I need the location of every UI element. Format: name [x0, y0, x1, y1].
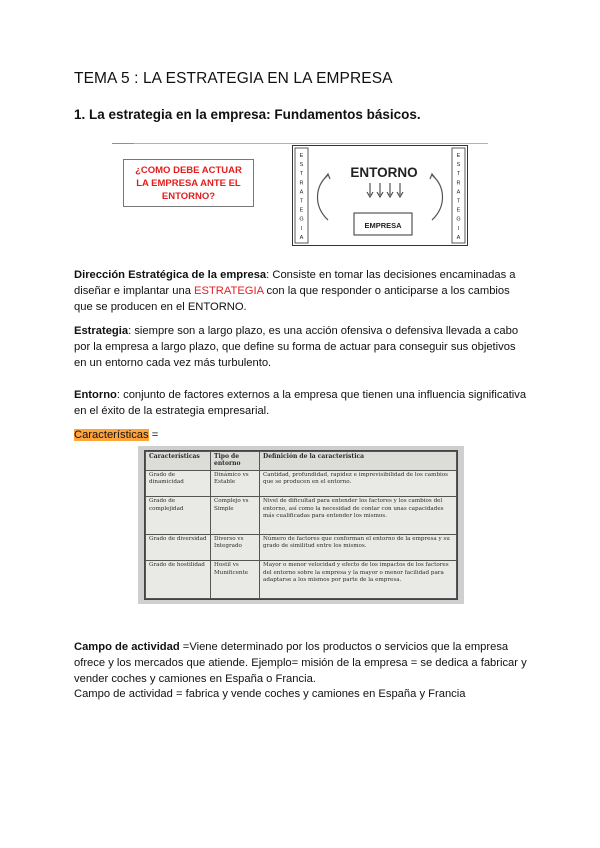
paragraph-entorno	[74, 388, 530, 420]
table-cell: Mayor o menor velocidad y efecto de los impactos de los factores del entorno sobre la empresa y la mayor o menor facilidad para adaptarse a los mismos por parte de la empresa.	[260, 561, 457, 599]
divider-accent	[112, 143, 134, 144]
paragraph-estrategia	[74, 324, 530, 371]
text-campo: =Viene determinado por los productos o servicios que la empresa ofrece y los mercados que atiende. Ejemplo= misión de la empresa = se dedica a fabricar y vender coches y camiones en España o Francia.	[74, 641, 527, 685]
term-campo: Campo de actividad	[74, 641, 180, 653]
divider-line	[134, 143, 488, 144]
strategy-diagram	[292, 145, 468, 246]
paragraph-caracteristicas	[74, 428, 530, 444]
term-estrategia: Estrategia	[74, 325, 129, 337]
text-campo-line2: Campo de actividad = fabrica y vende coches y camiones en España y Francia	[74, 688, 466, 701]
table-row	[146, 561, 457, 599]
side-letter: I	[300, 225, 303, 232]
page-title: TEMA 5 : LA ESTRATEGIA EN LA EMPRESA	[74, 70, 393, 87]
table-row	[146, 497, 457, 535]
table-header: Definición de la característica	[260, 452, 457, 471]
table-cell: Grado de dinamicidad	[146, 471, 211, 497]
table-cell: Diverso vs Integrado	[211, 534, 260, 560]
side-letter: G	[299, 216, 304, 223]
table-header: Tipo de entorno	[211, 452, 260, 471]
side-letter: E	[456, 207, 461, 214]
table-cell: Grado de hostilidad	[146, 561, 211, 599]
table-cell: Complejo vs Simple	[211, 497, 260, 535]
paragraph-direccion	[74, 268, 530, 315]
side-letter: T	[456, 198, 461, 205]
question-box	[123, 159, 254, 207]
side-letter: T	[299, 171, 304, 178]
text-entorno: : conjunto de factores externos a la empresa que tienen una influencia significativa en el éxito de la estrategia empresarial.	[74, 389, 527, 417]
table-cell: Nivel de dificultad para entender los factores y los cambios del entorno, así como la necesidad de contar con unas capacidades más cualificadas para entender los mismos.	[260, 497, 457, 535]
side-letter: S	[456, 162, 461, 169]
paragraph-campo	[74, 640, 530, 703]
table-cell: Número de factores que conforman el entorno de la empresa y su grado de similitud entre los mismos.	[260, 534, 457, 560]
characteristics-table	[145, 451, 457, 599]
table-cell: Cantidad, profundidad, rapidez e imprevisibilidad de los cambios que se producen en el entorno.	[260, 471, 457, 497]
side-letter: E	[299, 207, 304, 214]
characteristics-table-image	[138, 446, 464, 604]
table-header-row	[146, 452, 457, 471]
side-letter: A	[299, 234, 304, 241]
term-entorno: Entorno	[74, 389, 117, 401]
term-direccion: Dirección Estratégica de la empresa	[74, 269, 267, 281]
side-letter: E	[456, 153, 461, 159]
table-cell: Hostil vs Munificente	[211, 561, 260, 599]
table-cell: Grado de diversidad	[146, 534, 211, 560]
text-estrategia: : siempre son a largo plazo, es una acción ofensiva o defensiva llevada a cabo por la empresa a largo plazo, que define su forma de actuar para conseguir sus objetivos en un entorno cada vez más turbulento.	[74, 325, 519, 369]
side-letter: I	[457, 225, 460, 232]
side-letter: R	[299, 180, 304, 187]
side-letter: T	[456, 171, 461, 178]
table-row	[146, 534, 457, 560]
table-cell: Grado de complejidad	[146, 497, 211, 535]
entorno-label: ENTORNO	[350, 165, 418, 180]
side-letter: S	[299, 162, 304, 169]
section-heading: 1. La estrategia en la empresa: Fundamentos básicos.	[74, 107, 421, 122]
side-letter: G	[456, 216, 461, 223]
label-caracteristicas: Características	[74, 429, 149, 441]
side-letter: A	[299, 189, 304, 196]
side-letter: E	[299, 153, 304, 159]
side-letter: R	[456, 180, 461, 187]
caracteristicas-suffix: =	[148, 429, 159, 441]
table-header: Características	[146, 452, 211, 471]
text-direccion-2: con la que responder o anticiparse a los cambios que se producen en el ENTORNO.	[74, 284, 510, 313]
table-cell: Dinámico vs Estable	[211, 471, 260, 497]
empresa-label: EMPRESA	[364, 221, 402, 230]
side-letter: T	[299, 198, 304, 205]
table-row	[146, 471, 457, 497]
text-direccion-1: : Consiste en tomar las decisiones encaminadas a diseñar e implantar una	[74, 269, 516, 297]
question-text: ¿COMO DEBE ACTUAR LA EMPRESA ANTE EL ENTORNO?	[135, 164, 242, 202]
side-letter: A	[456, 189, 461, 196]
side-letter: A	[456, 234, 461, 241]
keyword-estrategia: ESTRATEGIA	[194, 284, 264, 297]
